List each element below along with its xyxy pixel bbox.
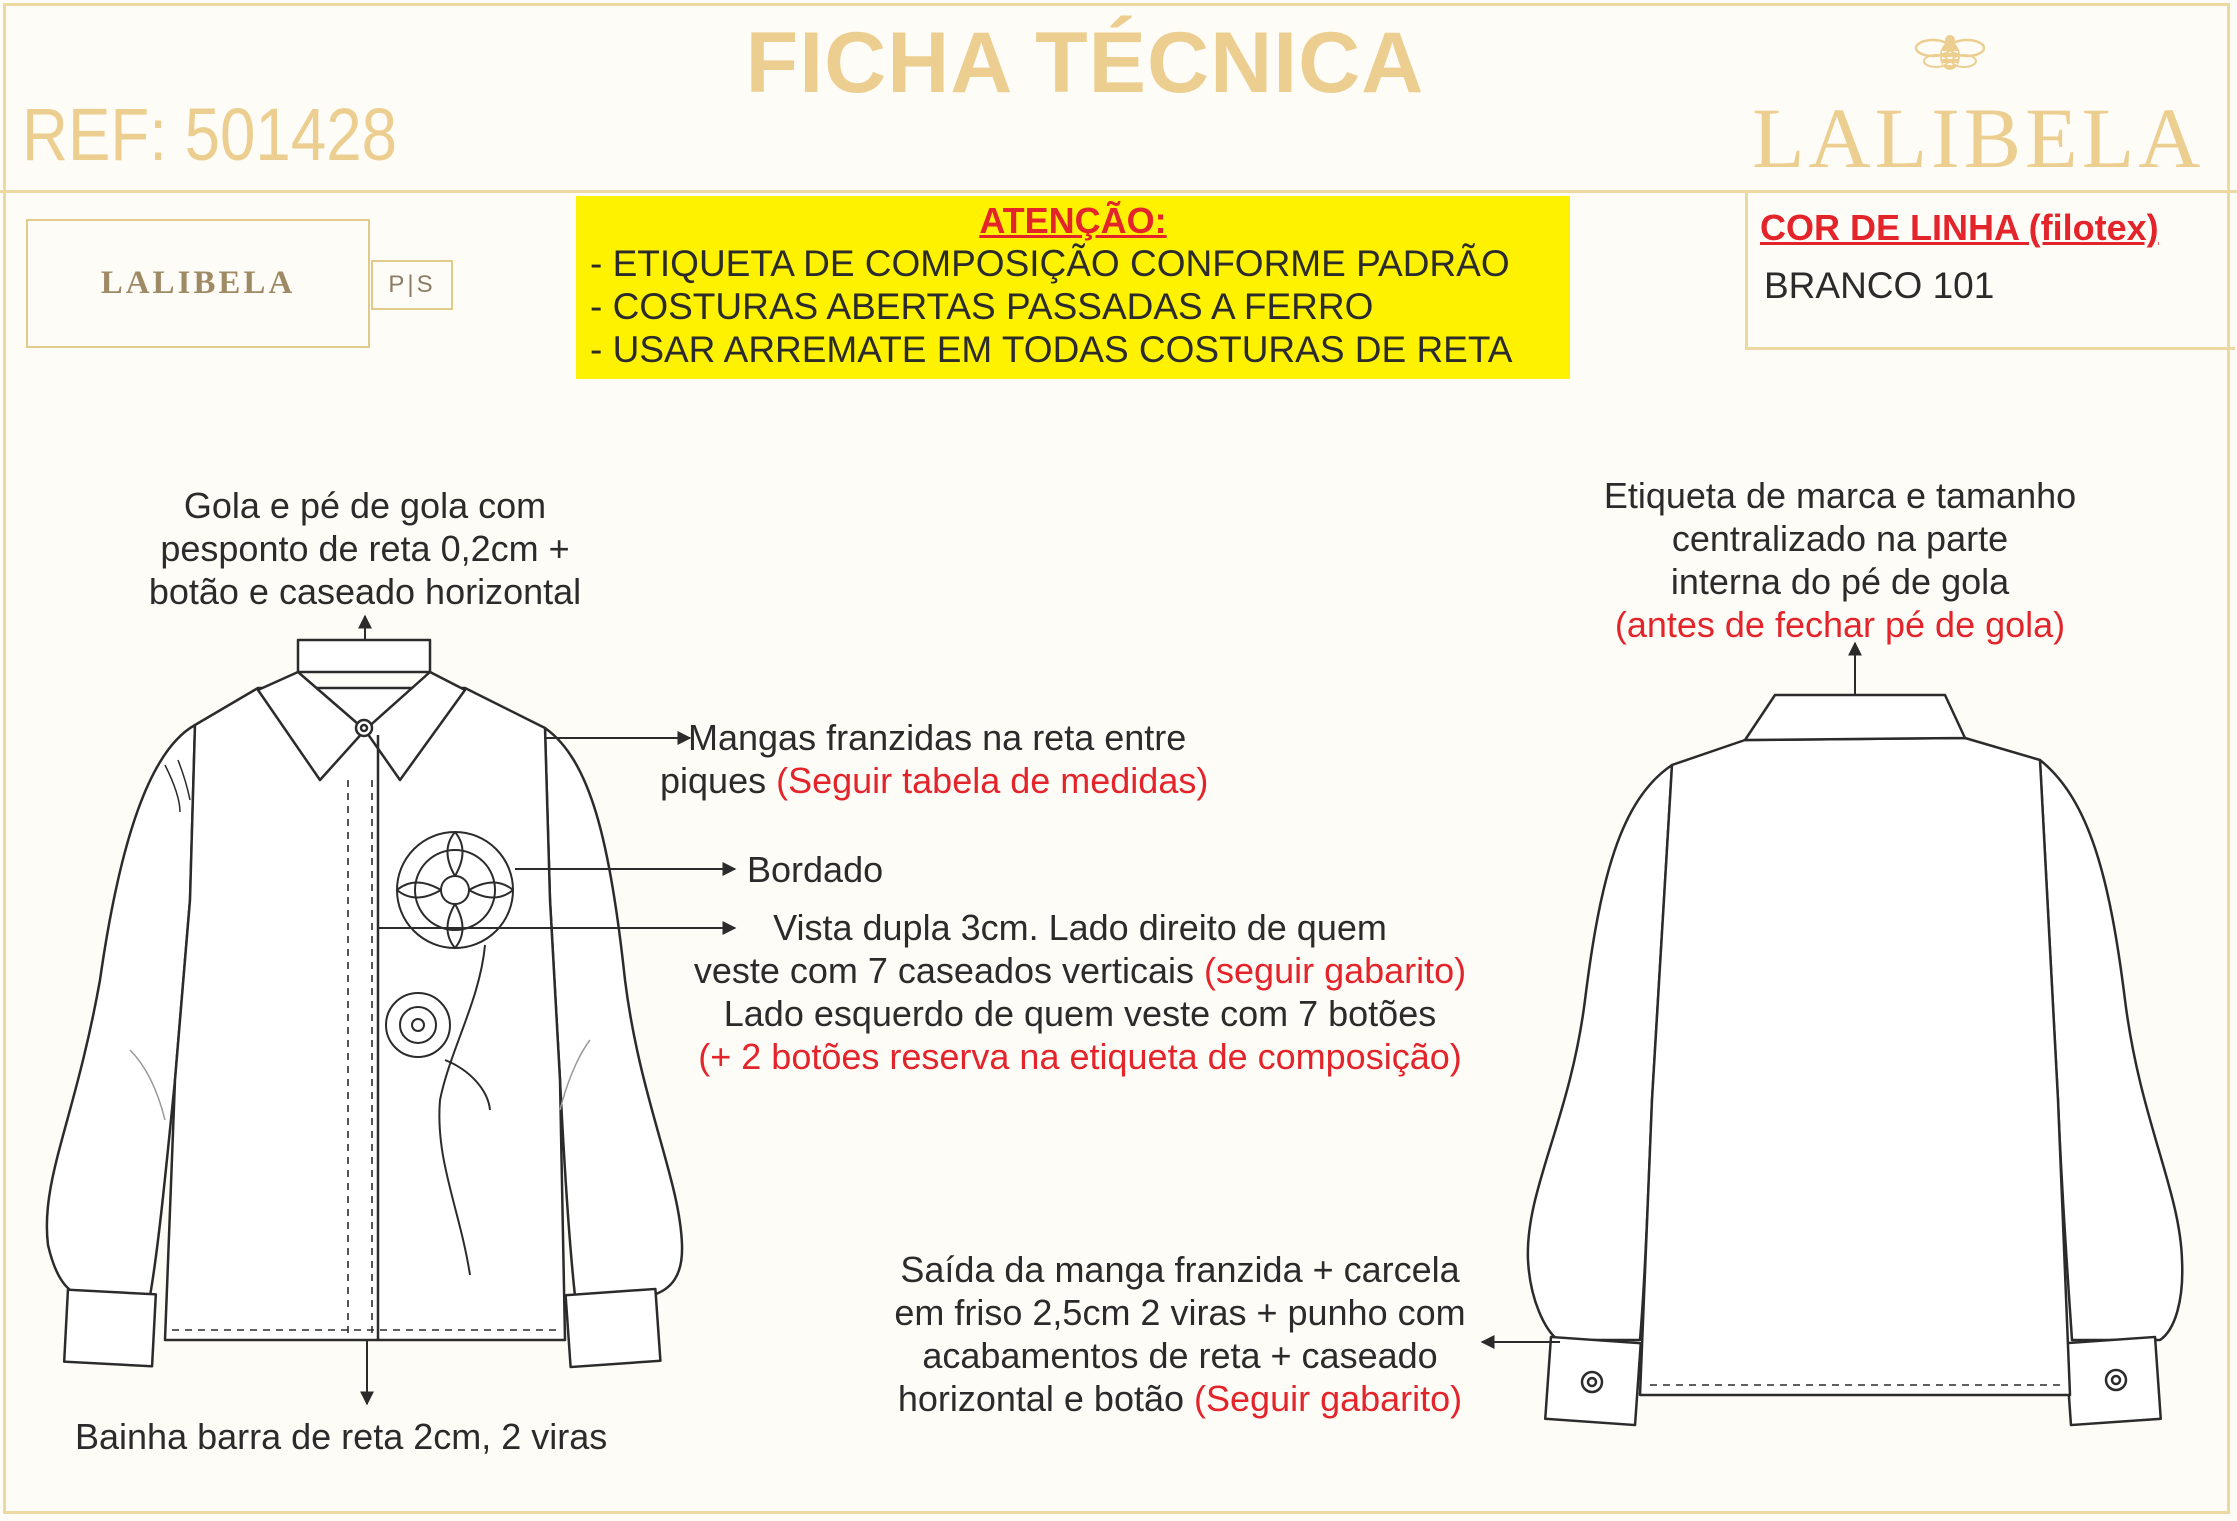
note-line: interna do pé de gola (1670, 561, 2010, 602)
attention-line: - USAR ARREMATE EM TODAS COSTURAS DE RETA (590, 329, 1513, 370)
note-text: veste com 7 caseados verticais (693, 950, 1205, 991)
back-label-note (1560, 474, 2120, 646)
collar-note (120, 484, 610, 613)
sleeves-note (660, 716, 1208, 802)
cuff-note (860, 1248, 1500, 1420)
placket-note (660, 906, 1500, 1078)
size-label-sample: P|S (371, 260, 453, 310)
note-line: Gola e pé de gola com (183, 485, 547, 526)
note-line: Saída da manga franzida + carcela (900, 1249, 1460, 1290)
note-text: horizontal e botão (897, 1378, 1195, 1419)
note-line (660, 759, 1208, 802)
note-line: acabamentos de reta + caseado (922, 1335, 1438, 1376)
note-line (860, 1377, 1500, 1420)
note-line: Lado esquerdo de quem veste com 7 botões (723, 993, 1437, 1034)
note-red-line: (+ 2 botões reserva na etiqueta de composição) (698, 1036, 1462, 1077)
note-text: piques (660, 760, 777, 801)
front-shirt-drawing (47, 640, 682, 1367)
reference-code: REF: 501428 (22, 93, 398, 176)
note-line: centralizado na parte (1671, 518, 2009, 559)
label-brand-text: LALIBELA (100, 265, 296, 301)
note-line: botão e caseado horizontal (148, 571, 582, 612)
note-line (660, 949, 1500, 992)
note-line: Vista dupla 3cm. Lado direito de quem (773, 907, 1387, 948)
note-line: em friso 2,5cm 2 viras + punho com (894, 1292, 1466, 1333)
back-shirt-drawing (1528, 695, 2182, 1425)
attention-title: ATENÇÃO: (979, 200, 1167, 241)
note-line: Mangas franzidas na reta entre (688, 717, 1187, 758)
thread-color-title: COR DE LINHA (filotex) (1760, 207, 2159, 248)
page-title: FICHA TÉCNICA (745, 15, 1425, 111)
attention-line: - ETIQUETA DE COMPOSIÇÃO CONFORME PADRÃO (590, 243, 1510, 284)
note-red-text: (seguir gabarito) (1204, 950, 1467, 991)
hem-note: Bainha barra de reta 2cm, 2 viras (75, 1416, 608, 1457)
brand-logo: LALIBELA (1752, 90, 2205, 186)
note-red-text: (Seguir tabela de medidas) (776, 760, 1209, 801)
note-red-line: (antes de fechar pé de gola) (1614, 604, 2066, 645)
embroidery-note: Bordado (747, 849, 884, 890)
note-red-text: (Seguir gabarito) (1194, 1378, 1463, 1419)
thread-color-value: BRANCO 101 (1764, 265, 1995, 306)
note-line: pesponto de reta 0,2cm + (160, 528, 570, 569)
attention-line: - COSTURAS ABERTAS PASSADAS A FERRO (590, 286, 1374, 327)
note-line: Etiqueta de marca e tamanho (1603, 475, 2077, 516)
